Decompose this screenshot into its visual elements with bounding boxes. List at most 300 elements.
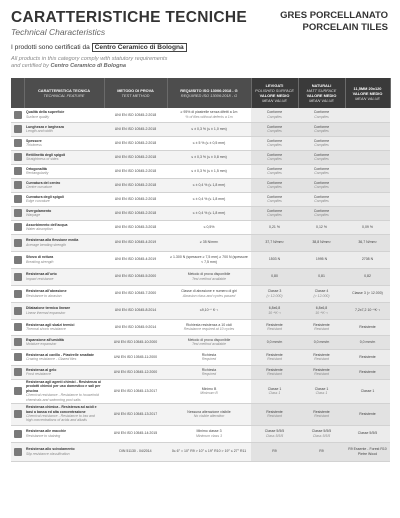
col-req-label: REQUISITO ISO 13006:2018 - G (180, 88, 238, 93)
feature-cell (24, 335, 104, 349)
requirement-value: Richiesta (201, 367, 217, 372)
feature-name-en: Frost resistance (26, 372, 51, 376)
requirement-value-en: % of tiles without defects a 1m (185, 114, 233, 119)
thermal-expansion-icon (14, 307, 22, 315)
matt-value: Conforme (313, 138, 330, 143)
feature-name-en: Slip resistance classification (26, 451, 70, 456)
feature-cell (24, 192, 104, 206)
thickness-value-cell (345, 335, 390, 349)
method-cell (104, 220, 167, 234)
thermal-shock-icon (14, 323, 22, 331)
method-cell (104, 425, 167, 442)
method-value: UNI EN ISO 10545-9:2014 (114, 324, 157, 329)
matt-value: 0,81 (318, 274, 325, 279)
method-value: UNI EN ISO 10545-2:2018 (114, 126, 157, 131)
certification-note-en (11, 56, 167, 70)
frost-resistance-icon (14, 368, 22, 376)
requirement-cell (167, 206, 251, 220)
thickness-value: Resistente (359, 354, 376, 359)
matt-value-en: Resistant (314, 357, 329, 361)
requirement-cell (167, 379, 251, 403)
feature-name: Resistenza agli agenti chimici - Resistenza ai prodotti chimici per uso domestico e sali per piscina (26, 379, 101, 393)
feature-cell (24, 285, 104, 302)
feature-name: Resistenza alle macchie (26, 429, 67, 434)
matt-value-cell (298, 335, 345, 349)
thickness-value: 0,82 (364, 274, 371, 279)
method-value: UNI EN ISO 10545-2:2018 (114, 154, 157, 159)
header-feature (24, 78, 104, 108)
table-row (11, 192, 390, 206)
polished-value-cell (251, 234, 298, 251)
table-row (11, 425, 390, 442)
requirement-value-en: Resistance required at 10 cycles (183, 327, 235, 331)
polished-value: Conforme (266, 138, 283, 143)
thickness-value: Classe 3 (> 12.000) (352, 291, 383, 296)
requirement-value-en: No visible alteration (193, 414, 225, 418)
thickness-value: 2708 N (361, 257, 374, 262)
matt-value-en: Complies (314, 171, 329, 175)
thickness-value-cell (345, 251, 390, 268)
header-polished (251, 78, 298, 108)
requirement-value: ≤ ± 0,3 % (≤ ± 1,0 mm) (191, 126, 227, 131)
method-cell (104, 234, 167, 251)
thickness-value: Resistente (359, 324, 376, 329)
method-cell (104, 206, 167, 220)
requirement-value-en: Minimum class 3 (195, 433, 223, 438)
feature-name-en: Impact resistance (26, 276, 54, 281)
thickness-value: 0,09 % (362, 224, 373, 229)
method-cell (104, 365, 167, 379)
requirement-value: Richiesta (201, 352, 217, 357)
feature-name: Lunghezza e larghezza (26, 124, 64, 129)
feature-cell (24, 206, 104, 220)
row-icon-cell (11, 136, 24, 150)
thickness-value-cell (345, 349, 390, 365)
method-value: UNI EN ISO 10545-14:2015 (113, 431, 158, 436)
thickness-value: 36,7 N/mm² (358, 240, 377, 245)
thickness-value: 7,2x7,2 10⁻⁶K⁻¹ (355, 308, 380, 313)
row-icon-cell (11, 425, 24, 442)
matt-value-cell (298, 285, 345, 302)
matt-value-cell (298, 150, 345, 164)
polished-value-en: Complies (267, 143, 282, 147)
polished-value-cell (251, 365, 298, 379)
thickness-value-cell (345, 425, 390, 442)
matt-value-cell (298, 192, 345, 206)
method-value: UNI EN ISO 10545-2:2018 (114, 210, 157, 215)
feature-name-en: Water absorption (26, 227, 53, 231)
requirement-value-en: Test method available (192, 276, 226, 281)
requirement-value: ≤9,10⁻⁶ K⁻¹ (199, 308, 219, 313)
method-cell (104, 319, 167, 335)
method-cell (104, 285, 167, 302)
feature-name: Spessore (26, 138, 42, 143)
row-icon-cell (11, 150, 24, 164)
requirement-cell (167, 302, 251, 319)
col-method-label-en: TEST METHOD (121, 93, 150, 98)
matt-value: Resistente (313, 322, 330, 327)
matt-value-cell (298, 442, 345, 461)
row-icon-cell (11, 234, 24, 251)
method-cell (104, 302, 167, 319)
feature-name: Rettilineità degli spigoli (26, 152, 66, 157)
polished-value: Classe 5/5/5 (264, 429, 285, 434)
table-row (11, 365, 390, 379)
table-row (11, 178, 390, 192)
requirement-value: ≤ ± 0,4 % (≤ 1,8 mm) (192, 210, 226, 215)
polished-value-en: (> 12.000) (266, 293, 283, 298)
row-icon-cell (11, 251, 24, 268)
col-polished-sub: VALORE MEDIO (259, 93, 290, 98)
product-line-1: GRES PORCELLANATO (280, 10, 388, 21)
polished-value: 0,21 % (269, 224, 280, 229)
polished-value-cell (251, 192, 298, 206)
certification-note (11, 44, 187, 51)
feature-name: Curvatura del centro (26, 180, 61, 185)
feature-cell (24, 319, 104, 335)
page-subtitle: Technical Characteristics (11, 27, 106, 37)
matt-value-cell (298, 349, 345, 365)
table-row (11, 335, 390, 349)
product-category (280, 10, 388, 34)
abrasion-icon (14, 290, 22, 298)
page-title: CARATTERISTICHE TECNICHE (11, 9, 247, 26)
polished-value-cell (251, 108, 298, 122)
method-cell (104, 442, 167, 461)
polished-value: Conforme (266, 124, 283, 129)
matt-value: Classe 4 (314, 289, 329, 294)
row-icon-cell (11, 122, 24, 136)
polished-value: Classe 1 (267, 386, 282, 391)
feature-name-en: Thermal shock resistance (26, 327, 66, 331)
matt-value-cell (298, 178, 345, 192)
matt-value-cell (298, 403, 345, 425)
matt-value-cell (298, 379, 345, 403)
matt-value-cell (298, 220, 345, 234)
thickness-value-cell (345, 234, 390, 251)
matt-value: Resistente (313, 352, 330, 357)
feature-cell (24, 108, 104, 122)
matt-value: Conforme (313, 124, 330, 129)
length-width-icon (14, 125, 22, 133)
feature-name-en: Linear thermal expansion (26, 310, 66, 315)
method-cell (104, 251, 167, 268)
feature-cell (24, 178, 104, 192)
feature-name: Espansione all'umidità (26, 337, 64, 342)
matt-value-cell (298, 234, 345, 251)
method-value: UNI EN ISO 10545-12:2000 (113, 369, 158, 374)
col-thickness-label: 11,5MM 20x120 (353, 85, 382, 91)
thickness-value-cell (345, 150, 390, 164)
requirement-value: Richiesta resistenza a 10 cicli (186, 322, 232, 327)
feature-name-en: Crazing resistance - Glazed tiles (26, 357, 77, 361)
requirement-value-en: Abrasion class and cycles passed (182, 293, 236, 298)
col-polished-label-en: POLISHED SURFACE (254, 88, 295, 93)
method-value: UNI EN ISO 10545-13:2017 (113, 411, 158, 416)
matt-value-en: Complies (314, 114, 329, 119)
matt-value: Conforme (313, 194, 330, 199)
polished-value-en: Complies (267, 129, 282, 133)
polished-value-cell (251, 442, 298, 461)
table-row (11, 164, 390, 178)
polished-value-cell (251, 178, 298, 192)
feature-cell (24, 302, 104, 319)
col-thickness-sub-en: MEAN VALUE (355, 95, 380, 101)
matt-value: 1995 N (315, 257, 328, 262)
feature-name-en: Moisture expansion (26, 342, 57, 346)
feature-name: Resistenza all'urto (26, 272, 57, 277)
cert-en-body: Centro Ceramico di Bologna (50, 63, 127, 69)
matt-value-en: Complies (314, 157, 329, 161)
polished-value-cell (251, 150, 298, 164)
polished-value: 0,0 mm/m (266, 339, 283, 344)
table-row (11, 442, 390, 461)
table-row (11, 220, 390, 234)
matt-value-cell (298, 302, 345, 319)
thickness-value-cell (345, 442, 390, 461)
feature-name-en: Surface quality (26, 114, 50, 119)
polished-value-cell (251, 164, 298, 178)
requirement-cell (167, 319, 251, 335)
thickness-value-cell (345, 108, 390, 122)
polished-value-en: Resistant (267, 372, 282, 376)
col-method-label: METODO DI PROVA (117, 88, 154, 93)
requirement-cell (167, 122, 251, 136)
polished-value-en: Resistant (267, 414, 282, 418)
feature-name-en: Chemical resistance - Resistance to low and high concentrations of acids and alkalis (26, 414, 95, 423)
matt-value-cell (298, 136, 345, 150)
requirement-value-en: Minimum B (200, 391, 218, 395)
thickness-value-cell (345, 285, 390, 302)
polished-value-en: Class 1 (268, 391, 281, 395)
polished-value: Conforme (266, 166, 283, 171)
matt-value: 38,8 N/mm² (312, 240, 331, 245)
feature-cell (24, 220, 104, 234)
requirement-cell (167, 285, 251, 302)
feature-cell (24, 251, 104, 268)
feature-cell (24, 234, 104, 251)
polished-value-en: Resistant (267, 357, 282, 361)
requirement-value-en: Test method available (192, 342, 226, 346)
polished-value: 1503 N (268, 257, 281, 262)
method-value: UNI EN ISO 10545-13:2017 (113, 388, 158, 393)
col-polished-sub-en: MEAN VALUE (262, 98, 287, 103)
feature-name: Curvatura degli spigoli (26, 194, 64, 199)
row-icon-cell (11, 349, 24, 365)
requirement-value: Metodo di prova disponibile (187, 272, 231, 277)
matt-value-en: 10⁻⁶K⁻¹ (315, 310, 328, 315)
feature-name: Resistenza all'abrasione (26, 289, 67, 294)
method-cell (104, 136, 167, 150)
requirement-value: ≤ ± 0,4 % (≤ 1,8 mm) (192, 196, 226, 201)
polished-value-en: 10⁻⁶K⁻¹ (268, 310, 281, 315)
requirement-cell (167, 335, 251, 349)
requirement-value: ≤ ± 0,3 % (≤ ± 1,5 mm) (191, 168, 227, 173)
row-icon-cell (11, 164, 24, 178)
method-cell (104, 164, 167, 178)
rectangularity-icon (14, 167, 22, 175)
row-icon-cell (11, 379, 24, 403)
requirement-cell (167, 251, 251, 268)
feature-name-en: Warpage (26, 213, 41, 217)
method-value: DIN 51130 - 04/2014 (119, 449, 152, 454)
feature-name-en: Straightness of sides (26, 157, 59, 161)
header-method (104, 78, 167, 108)
matt-value-cell (298, 425, 345, 442)
requirement-cell (167, 425, 251, 442)
table-row (11, 349, 390, 365)
thickness-value-cell (345, 268, 390, 285)
polished-value-cell (251, 302, 298, 319)
matt-value-en: Resistant (314, 327, 329, 331)
header-icon-col (11, 78, 24, 108)
table-row (11, 285, 390, 302)
polished-value: Classe 3 (267, 289, 282, 294)
matt-value-cell (298, 319, 345, 335)
feature-name: Resistenza allo scivolamento (26, 447, 75, 452)
feature-cell (24, 403, 104, 425)
method-value: UNI EN ISO 10545-11:2000 (113, 354, 158, 359)
method-cell (104, 108, 167, 122)
feature-name-en: Resistance to staining (26, 433, 61, 438)
polished-value: R9 (272, 449, 277, 454)
requirement-value: Classe di abrasione e numero di giri (181, 289, 237, 294)
feature-name: Resistenza al gelo (26, 367, 57, 372)
chemical-resistance-icon (14, 387, 22, 395)
impact-resistance-icon (14, 273, 22, 281)
surface-quality-icon (14, 111, 22, 119)
polished-value-cell (251, 206, 298, 220)
feature-name: Resistenza chimica - Resistenza ad acidi e basi a bassa ed alta concentrazione (26, 405, 97, 414)
method-value: UNI EN ISO 10545-7:2000 (114, 291, 157, 296)
feature-name: Qualità della superficie (26, 110, 65, 115)
col-feature-label-en: TECHNICAL FEATURE (43, 93, 85, 98)
thickness-value-cell (345, 206, 390, 220)
feature-cell (24, 379, 104, 403)
polished-value-en: Complies (267, 114, 282, 119)
matt-value: Resistente (313, 367, 330, 372)
col-matt-label: NATURALI (311, 83, 332, 88)
requirement-value: ≥ 95% di piastrelle senza difetti a 1m (180, 110, 238, 115)
requirement-cell (167, 192, 251, 206)
method-cell (104, 349, 167, 365)
stain-resistance-icon (14, 430, 22, 438)
cert-en-line-2 (11, 63, 167, 70)
requirement-value: Nessuna alterazione visibile (187, 409, 231, 414)
warpage-icon (14, 209, 22, 217)
matt-value-cell (298, 108, 345, 122)
matt-value: Conforme (313, 110, 330, 115)
row-icon-cell (11, 302, 24, 319)
matt-value-cell (298, 164, 345, 178)
polished-value: Conforme (266, 208, 283, 213)
table-row (11, 268, 390, 285)
polished-value: Conforme (266, 194, 283, 199)
method-value: UNI EN ISO 10545-4:2019 (114, 240, 157, 245)
polished-value: 37,7 N/mm² (265, 240, 284, 245)
feature-cell (24, 164, 104, 178)
header-matt (298, 78, 345, 108)
requirement-value: 0≤ 6° = 10° R9 > 10° ≤ 19° R10 > 19° ≤ 27° R11 (171, 449, 247, 454)
requirement-cell (167, 268, 251, 285)
feature-cell (24, 442, 104, 461)
matt-value: Classe 5/5/5 (311, 429, 332, 434)
breaking-strength-icon (14, 256, 22, 264)
polished-value-cell (251, 379, 298, 403)
polished-value-en: Class 5/5/5 (265, 433, 284, 438)
table-row (11, 150, 390, 164)
requirement-cell (167, 365, 251, 379)
cert-en-line-1: All products in this category comply with statutory requirements (11, 56, 168, 62)
row-icon-cell (11, 285, 24, 302)
row-icon-cell (11, 178, 24, 192)
water-absorption-icon (14, 223, 22, 231)
method-value: UNI EN ISO 10545-5:2000 (114, 274, 157, 279)
feature-cell (24, 122, 104, 136)
tech-table (11, 78, 391, 462)
table-row (11, 206, 390, 220)
method-value: UNI EN ISO 10545-2:2018 (114, 168, 157, 173)
row-icon-cell (11, 319, 24, 335)
method-cell (104, 178, 167, 192)
feature-cell (24, 268, 104, 285)
matt-value-en: Class 5/5/5 (312, 433, 331, 438)
method-value: UNI EN ISO 10545-3:2018 (114, 224, 157, 229)
table-row (11, 319, 390, 335)
requirement-value: ≤ 0,5% (203, 224, 215, 229)
row-icon-cell (11, 268, 24, 285)
thickness-icon (14, 139, 22, 147)
feature-name-en: Edge curvature (26, 199, 50, 203)
matt-value-en: Complies (314, 129, 329, 133)
thickness-value-cell (345, 136, 390, 150)
polished-value: Resistente (266, 352, 283, 357)
requirement-cell (167, 234, 251, 251)
polished-value-en: Complies (267, 171, 282, 175)
polished-value-en: Complies (267, 157, 282, 161)
feature-name: Sforzo di rottura (26, 255, 54, 260)
edge-curvature-icon (14, 195, 22, 203)
matt-value-cell (298, 251, 345, 268)
feature-name-en: Chemical resistance - Resistance to household chemicals and swimming pool salts (26, 393, 99, 402)
bending-strength-icon (14, 239, 22, 247)
thickness-value-cell (345, 302, 390, 319)
table-row (11, 403, 390, 425)
requirement-value: ≥ 35 N/mm² (199, 240, 219, 245)
method-value: UNI EN ISO 10545-4:2019 (114, 257, 157, 262)
row-icon-cell (11, 365, 24, 379)
feature-name: Resistenza al cavillo - Piastrelle smaltate (26, 352, 94, 357)
polished-value-cell (251, 285, 298, 302)
thickness-value: Resistente (359, 411, 376, 416)
feature-name: Assorbimento dell'acqua (26, 222, 68, 227)
matt-value-en: Complies (314, 185, 329, 189)
requirement-value: Minimo classe 3 (196, 429, 222, 434)
feature-cell (24, 150, 104, 164)
row-icon-cell (11, 442, 24, 461)
requirement-value: ≥ 1.300 N (spessore ≥ 7,5 mm) ≥ 700 N (spessore < 7,5 mm) (170, 255, 248, 264)
method-value: UNI EN ISO 10545-2:2018 (114, 140, 157, 145)
feature-cell (24, 425, 104, 442)
col-thickness-sub: VALORE MEDIO (352, 90, 383, 96)
thickness-value-cell (345, 220, 390, 234)
matt-value-en: (> 12.000) (313, 293, 330, 298)
polished-value-cell (251, 136, 298, 150)
feature-name-en: Centre curvature (26, 185, 53, 189)
matt-value: R9 (319, 449, 324, 454)
thickness-value: Classe 1 (360, 388, 375, 393)
requirement-cell (167, 220, 251, 234)
